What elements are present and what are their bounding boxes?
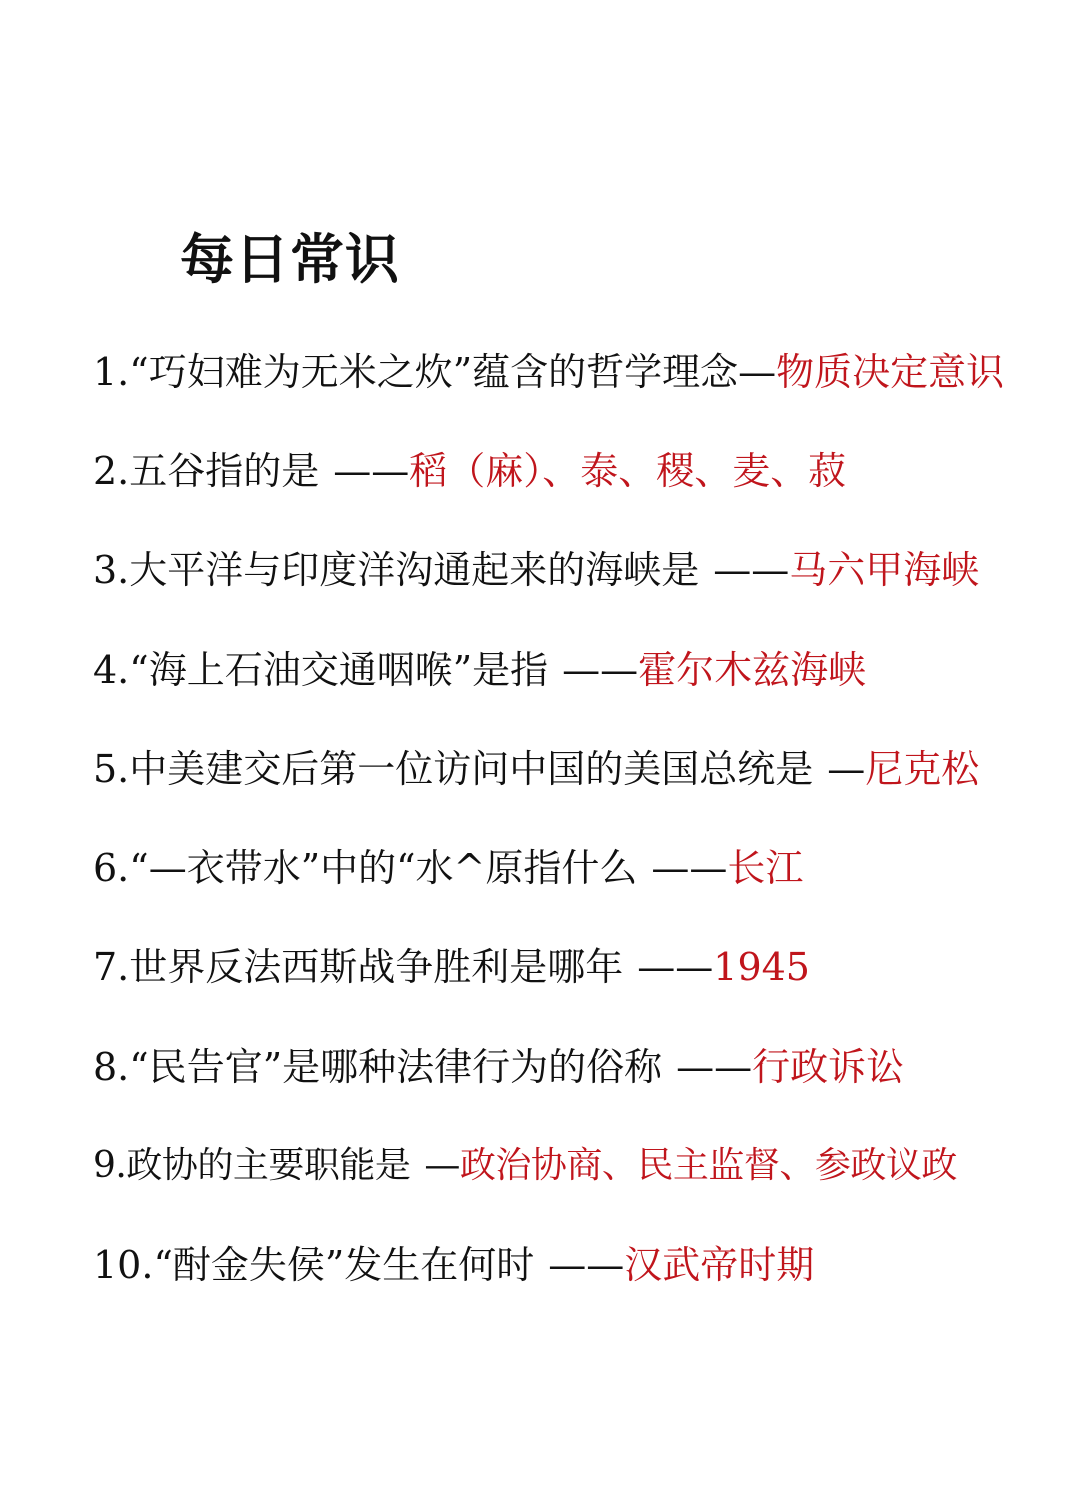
qa-answer: 长江 [727,846,804,891]
qa-item-3 [93,521,1073,620]
qa-dash: —— [676,1044,753,1089]
qa-question: 五谷指的是 [129,448,320,493]
qa-item-6 [93,818,1073,917]
qa-answer: 政治协商、民主监督、参政议政 [459,1145,957,1187]
qa-answer: 尼克松 [865,746,980,791]
qa-dash: —— [713,548,790,593]
qa-number: 4. [93,647,130,692]
qa-question: 世界反法西斯战争胜利是哪年 [129,945,624,990]
qa-number: 9. [93,1145,127,1187]
qa-item-8 [93,1017,1073,1116]
qa-number: 5. [93,746,130,791]
qa-dash: —— [651,846,728,891]
qa-item-10 [93,1216,1073,1315]
qa-dash: —— [548,1243,625,1288]
qa-question: “巧妇难为无米之炊”蕴含的哲学理念 [129,349,739,394]
qa-item-4 [93,620,1073,719]
qa-answer: 马六甲海峡 [789,548,980,593]
qa-answer: 行政诉讼 [752,1044,905,1089]
qa-number: 10. [93,1243,154,1288]
qa-item-5 [93,719,1073,818]
qa-number: 8. [93,1044,130,1089]
qa-dash: —— [333,448,410,493]
qa-item-2 [93,421,1073,520]
qa-number: 6. [93,846,130,891]
qa-item-7 [93,918,1073,1017]
qa-question: 大平洋与印度洋沟通起来的海峡是 [129,548,700,593]
qa-answer: 汉武帝时期 [624,1243,815,1288]
qa-dash: — [827,746,866,791]
qa-number: 7. [93,945,130,990]
page-title: 每日常识 [180,228,400,291]
qa-dash: —— [637,945,714,990]
qa-answer: 稻（麻）、泰、稷、麦、菽 [409,448,847,493]
qa-item-9 [93,1116,1073,1215]
qa-answer: 物质决定意识 [776,349,1005,394]
qa-question: “酎金失侯”发生在何时 [153,1243,535,1288]
qa-dash: — [424,1145,460,1187]
qa-question: 政协的主要职能是 [126,1145,411,1187]
qa-number: 2. [93,448,130,493]
qa-item-1 [93,322,1073,421]
qa-dash: — [738,349,777,394]
qa-list [93,322,1073,1315]
qa-question: “—衣带水”中的“水^原指什么 [129,846,638,891]
qa-number: 1. [93,349,130,394]
qa-dash: —— [562,647,639,692]
qa-answer: 1945 [713,945,810,990]
qa-question: 中美建交后第一位访问中国的美国总统是 [129,746,814,791]
qa-answer: 霍尔木兹海峡 [638,647,867,692]
qa-question: “民告官”是哪种法律行为的俗称 [129,1044,663,1089]
qa-number: 3. [93,548,130,593]
qa-question: “海上石油交通咽喉”是指 [129,647,549,692]
